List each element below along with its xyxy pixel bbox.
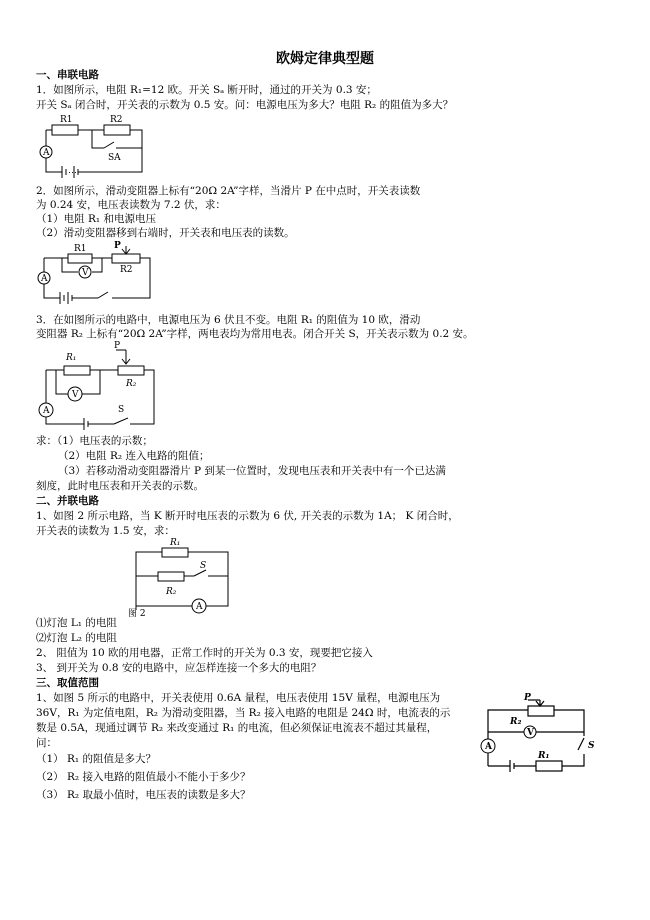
slider-label: P [114,241,121,251]
switch-label: S [118,405,125,415]
ammeter-label: A [196,602,203,612]
figure-caption: 图 2 [128,609,146,619]
r1-label: R1 [74,244,87,254]
ammeter-label: A [485,742,492,752]
q3-line6: 刻度，此时电压表和开关表的示数。 [36,480,204,492]
s3-q1-line4: 问： [36,737,57,749]
voltmeter-label: V [527,728,534,738]
q2-line1: 2．如图所示，滑动变阻器上标有“20Ω 2A”字样，当滑片 P 在中点时，开关表读数 [36,185,421,197]
q2-line3: （1）电阻 R₁ 和电源电压 [36,213,156,225]
ammeter-label: A [41,274,48,284]
q1-line2: 开关 Sₐ 闭合时，开关表的示数为 0.5 安。问：电源电压为多大？电阻 R₂ 的阻值为多大？ [36,99,454,111]
voltmeter-label: V [82,268,89,278]
switch-label: S [588,741,595,751]
s2-q1-line1: 1、如图 2 所示电路，当 K 断开时电压表的示数为 6 伏, 开关表的示数为 1A； K 闭合时， [36,510,459,522]
q3-line2: 变阻器 R₂ 上标有“20Ω 2A”字样，两电表均为常用电表。闭合开关 S，开关表示数为 0.2 安。 [36,328,474,340]
ammeter-label: A [43,148,50,158]
switch-label: SA [108,153,121,163]
circuit-diagram-q1 [34,112,154,182]
r2-label: R₂ [126,379,137,389]
page-title: 欧姆定律典型题 [276,51,374,67]
q1-line1: 1．如图所示，电阻 R₁=12 欧。开关 Sₐ 断开时，通过的开关为 0.3 安； [36,84,377,96]
s3-q1-line7: （3） R₂ 取最小值时，电压表的读数是多大？ [36,789,251,801]
q3-line1: 3．在如图所示的电路中，电源电压为 6 伏且不变。电阻 R₁ 的阻值为 10 欧，滑动 [36,314,421,326]
s2-q1-line4: ⑵灯泡 L₂ 的电阻 [36,632,117,644]
slider-label: P [524,693,531,703]
q2-line4: （2）滑动变阻器移到右端时，开关表和电压表的读数。 [36,227,295,239]
section-heading-range: 三、取值范围 [36,677,99,689]
q2-line2: 为 0.24 安，电压表读数为 7.2 伏，求： [36,199,226,211]
circuit-diagram-fig2 [128,540,248,620]
circuit-diagram-fig5 [480,692,600,782]
q3-line5: （3）若移动滑动变阻器滑片 P 到某一位置时，发现电压表和开关表中有一个已达满 [58,465,446,477]
slider-label: P [114,341,121,351]
r2-label: R₂ [166,587,177,597]
section-heading-parallel: 二、并联电路 [36,495,99,507]
section-heading-series: 一、串联电路 [36,69,99,81]
s2-q1-line3: ⑴灯泡 L₁ 的电阻 [36,617,117,629]
s3-q1-line6: （2） R₂ 接入电路的阻值最小不能小于多少？ [36,771,251,783]
ammeter-label: A [43,406,50,416]
r1-label: R₁ [66,353,77,363]
r2-label: R₂ [510,717,522,727]
r1-label: R1 [60,115,73,125]
s3-q1-line2: 36V，R₁ 为定值电阻，R₂ 为滑动变阻器，当 R₂ 接入电路的电阻是 24Ω 时，电流表的示 [36,707,451,719]
r2-label: R2 [110,115,123,125]
circuit-diagram-q3 [34,342,164,432]
r2-label: R2 [120,265,133,275]
s3-q1-line1: 1、如图 5 所示的电路中，开关表使用 0.6A 量程，电压表使用 15V 量程，电源电压为 [36,692,441,704]
s3-q1-line5: （1） R₁ 的阻值是多大？ [36,753,156,765]
circuit-diagram-q2 [34,240,154,308]
s2-q1-line2: 开关表的读数为 1.5 安，求： [36,525,175,537]
q3-line4: （2）电阻 R₂ 连入电路的阻值； [58,450,210,462]
s3-q1-line3: 数是 0.5A，现通过调节 R₂ 来改变通过 R₁ 的电流，但必须保证电流表不超过其量程， [36,722,438,734]
s2-q3: 3、 到开关为 0.8 安的电路中，应怎样连接一个多大的电阻？ [36,662,322,674]
switch-label: S [200,561,207,571]
svg-text:⋯: ⋯ [68,168,77,178]
voltmeter-label: V [72,390,79,400]
r1-label: R₁ [170,538,181,548]
q3-line3: 求：（1）电压表的示数； [36,435,153,447]
s2-q2: 2、 阻值为 10 欧的用电器，正常工作时的开关为 0.3 安，现要把它接入 [36,647,373,659]
r1-label: R₁ [538,751,550,761]
